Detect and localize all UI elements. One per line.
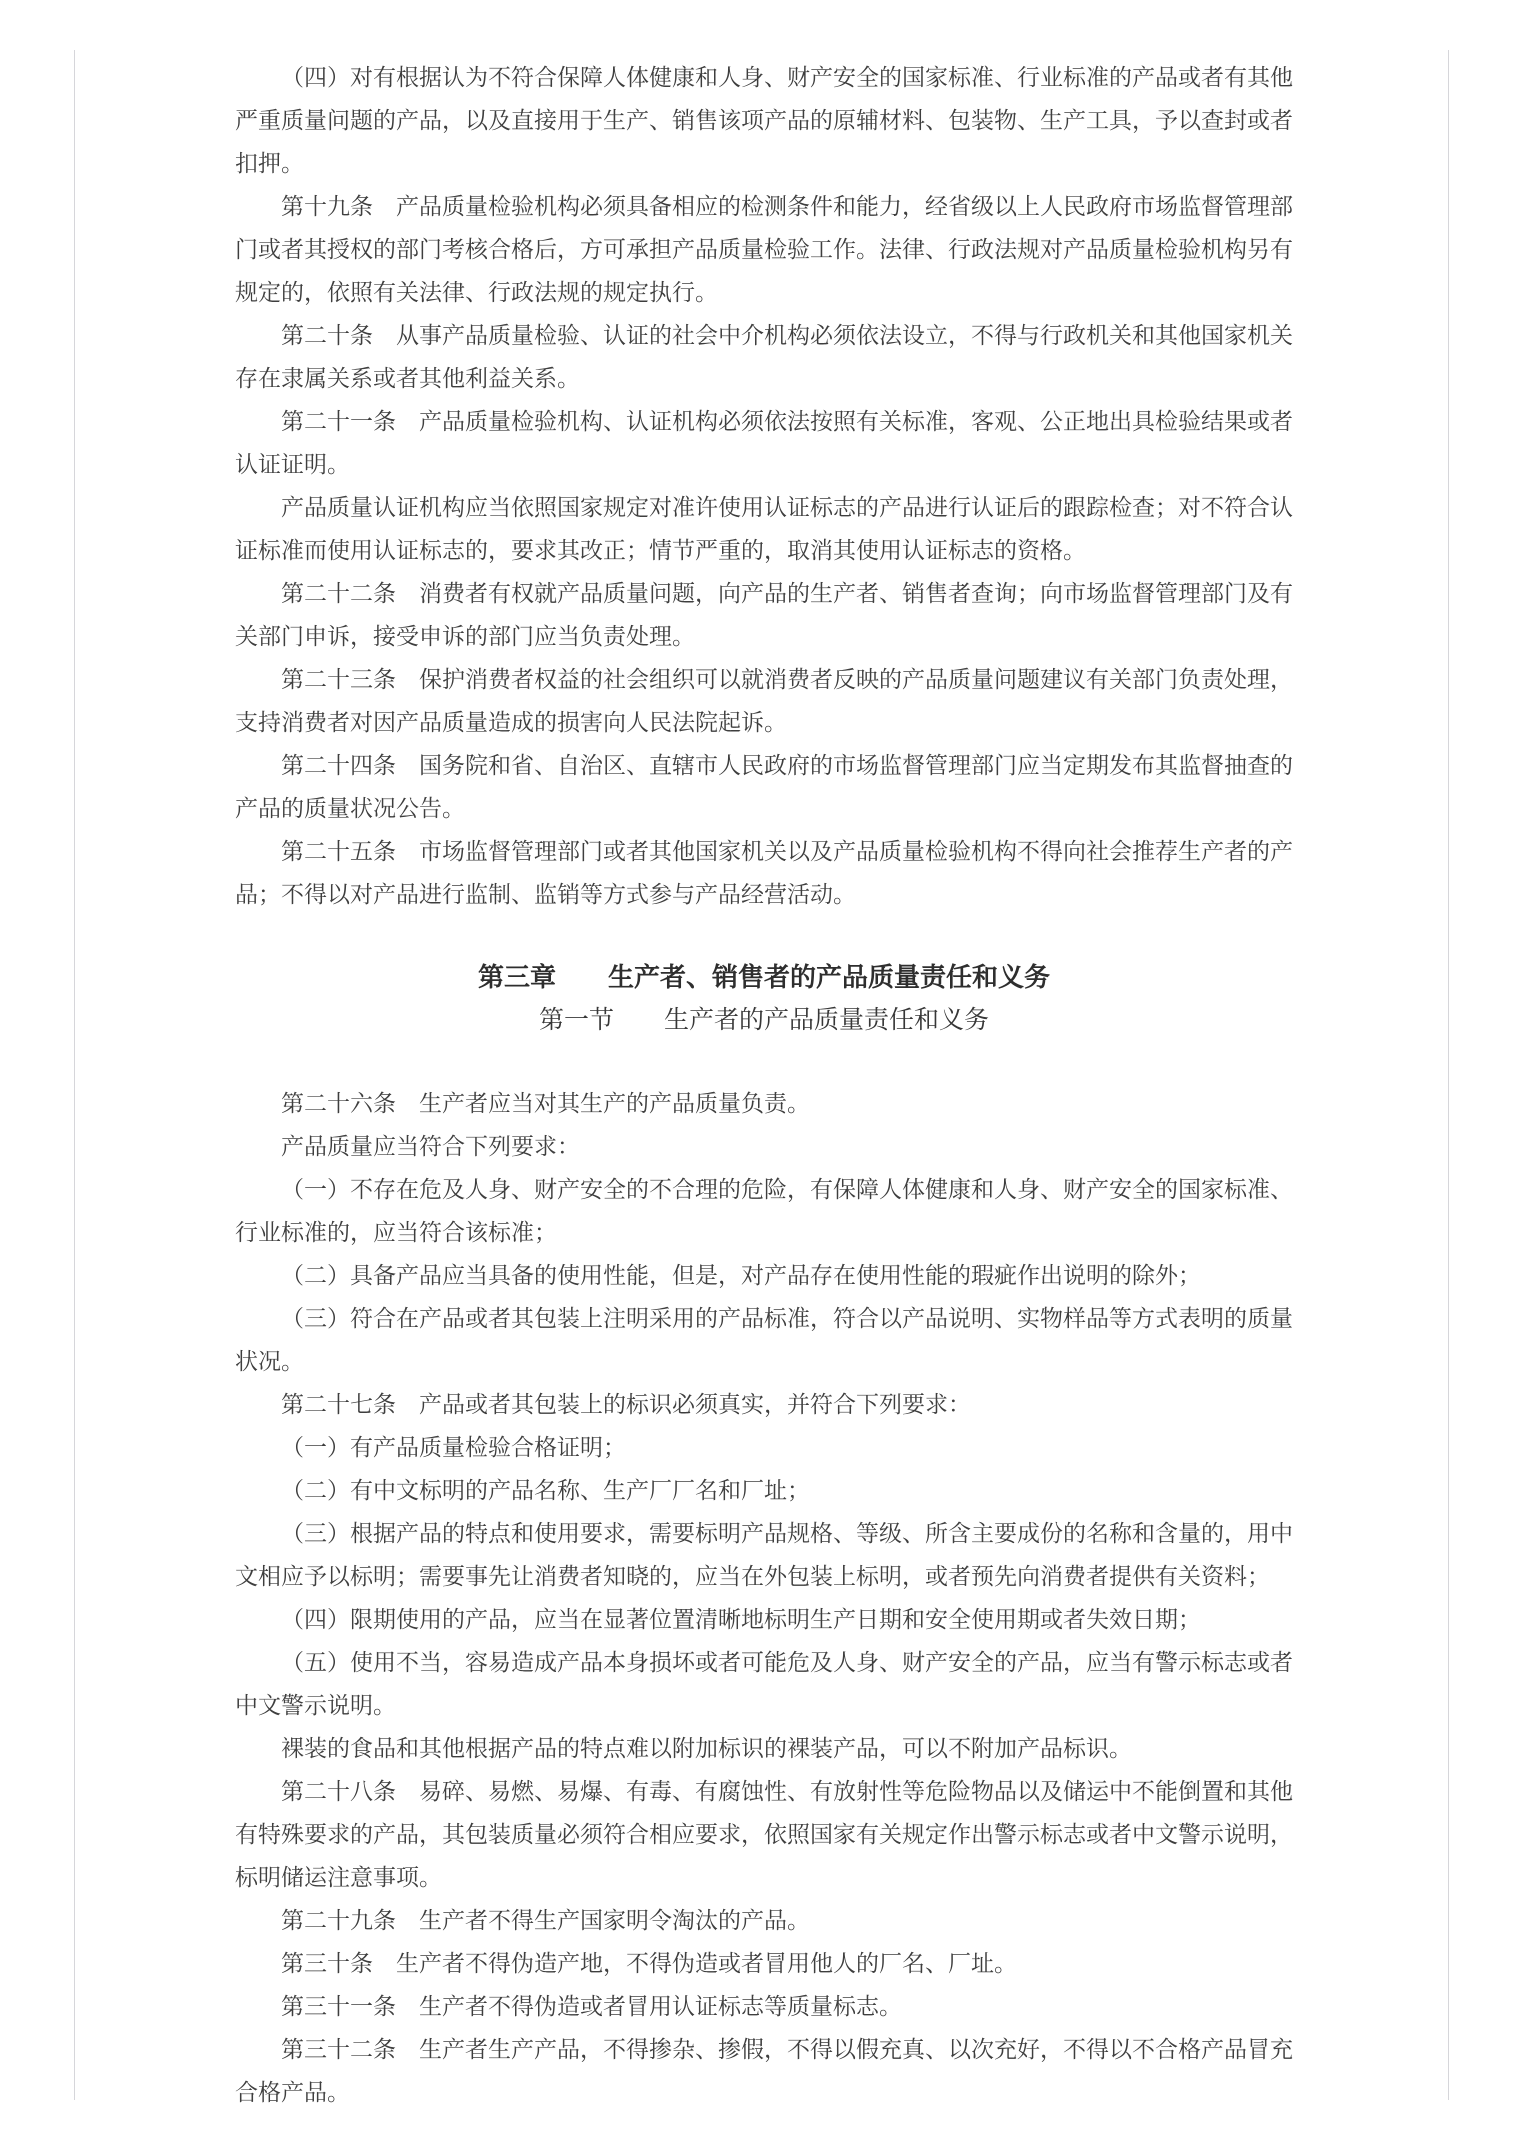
law-paragraph: （三）根据产品的特点和使用要求，需要标明产品规格、等级、所含主要成份的名称和含量的，用中文相应予以标明；需要事先让消费者知晓的，应当在外包装上标明，或者预先向消费者提供有关资料； (235, 1521, 1293, 1589)
law-paragraph: 裸装的食品和其他根据产品的特点难以附加标识的裸装产品，可以不附加产品标识。 (281, 1736, 1132, 1761)
law-paragraph: 产品质量应当符合下列要求： (281, 1134, 580, 1159)
document-content (235, 56, 1293, 2114)
law-paragraph: （五）使用不当，容易造成产品本身损坏或者可能危及人身、财产安全的产品，应当有警示标志或者中文警示说明。 (235, 1650, 1293, 1718)
law-paragraph: 第十九条 产品质量检验机构必须具备相应的检测条件和能力，经省级以上人民政府市场监督管理部门或者其授权的部门考核合格后，方可承担产品质量检验工作。法律、行政法规对产品质量检验机构另有规定的，依照有关法律、行政法规的规定执行。 (235, 194, 1293, 305)
law-paragraph: （二）具备产品应当具备的使用性能，但是，对产品存在使用性能的瑕疵作出说明的除外； (281, 1263, 1201, 1288)
law-paragraph: 第二十三条 保护消费者权益的社会组织可以就消费者反映的产品质量问题建议有关部门负责处理，支持消费者对因产品质量造成的损害向人民法院起诉。 (235, 667, 1293, 735)
law-paragraph: 第二十一条 产品质量检验机构、认证机构必须依法按照有关标准，客观、公正地出具检验结果或者认证证明。 (235, 409, 1293, 477)
law-paragraph: 产品质量认证机构应当依照国家规定对准许使用认证标志的产品进行认证后的跟踪检查；对不符合认证标准而使用认证标志的，要求其改正；情节严重的，取消其使用认证标志的资格。 (235, 495, 1293, 563)
law-paragraph: （一）有产品质量检验合格证明； (281, 1435, 626, 1460)
law-paragraph: 第三十二条 生产者生产产品，不得掺杂、掺假，不得以假充真、以次充好，不得以不合格产品冒充合格产品。 (235, 2037, 1293, 2105)
law-paragraph: 第二十九条 生产者不得生产国家明令淘汰的产品。 (281, 1908, 810, 1933)
law-paragraph: （三）符合在产品或者其包装上注明采用的产品标准，符合以产品说明、实物样品等方式表明的质量状况。 (235, 1306, 1293, 1374)
law-paragraph: 第三十条 生产者不得伪造产地，不得伪造或者冒用他人的厂名、厂址。 (281, 1951, 1017, 1976)
law-paragraph: 第二十二条 消费者有权就产品质量问题，向产品的生产者、销售者查询；向市场监督管理部门及有关部门申诉，接受申诉的部门应当负责处理。 (235, 581, 1293, 649)
law-paragraph: 第二十条 从事产品质量检验、认证的社会中介机构必须依法设立，不得与行政机关和其他国家机关存在隶属关系或者其他利益关系。 (235, 323, 1293, 391)
document-page (74, 50, 1449, 2105)
section-heading: 第一节 生产者的产品质量责任和义务 (538, 1007, 989, 1034)
law-paragraph: （一）不存在危及人身、财产安全的不合理的危险，有保障人体健康和人身、财产安全的国家标准、行业标准的，应当符合该标准； (235, 1177, 1293, 1245)
law-paragraph: （四）限期使用的产品，应当在显著位置清晰地标明生产日期和安全使用期或者失效日期； (281, 1607, 1201, 1632)
law-paragraph: 第二十四条 国务院和省、自治区、直辖市人民政府的市场监督管理部门应当定期发布其监督抽查的产品的质量状况公告。 (235, 753, 1293, 821)
law-paragraph: （二）有中文标明的产品名称、生产厂厂名和厂址； (281, 1478, 810, 1503)
law-paragraph: （四）对有根据认为不符合保障人体健康和人身、财产安全的国家标准、行业标准的产品或者有其他严重质量问题的产品，以及直接用于生产、销售该项产品的原辅材料、包装物、生产工具，予以查封或者扣押。 (235, 65, 1293, 176)
chapter-heading: 第三章 生产者、销售者的产品质量责任和义务 (477, 962, 1050, 992)
law-paragraph: 第二十五条 市场监督管理部门或者其他国家机关以及产品质量检验机构不得向社会推荐生产者的产品；不得以对产品进行监制、监销等方式参与产品经营活动。 (235, 839, 1293, 907)
law-paragraph: 第三十一条 生产者不得伪造或者冒用认证标志等质量标志。 (281, 1994, 902, 2019)
law-paragraph: 第二十八条 易碎、易燃、易爆、有毒、有腐蚀性、有放射性等危险物品以及储运中不能倒置和其他有特殊要求的产品，其包装质量必须符合相应要求，依照国家有关规定作出警示标志或者中文警示说明，标明储运注意事项。 (235, 1779, 1293, 1890)
law-paragraph: 第二十七条 产品或者其包装上的标识必须真实，并符合下列要求： (281, 1392, 971, 1417)
law-paragraph: 第二十六条 生产者应当对其生产的产品质量负责。 (281, 1091, 810, 1116)
